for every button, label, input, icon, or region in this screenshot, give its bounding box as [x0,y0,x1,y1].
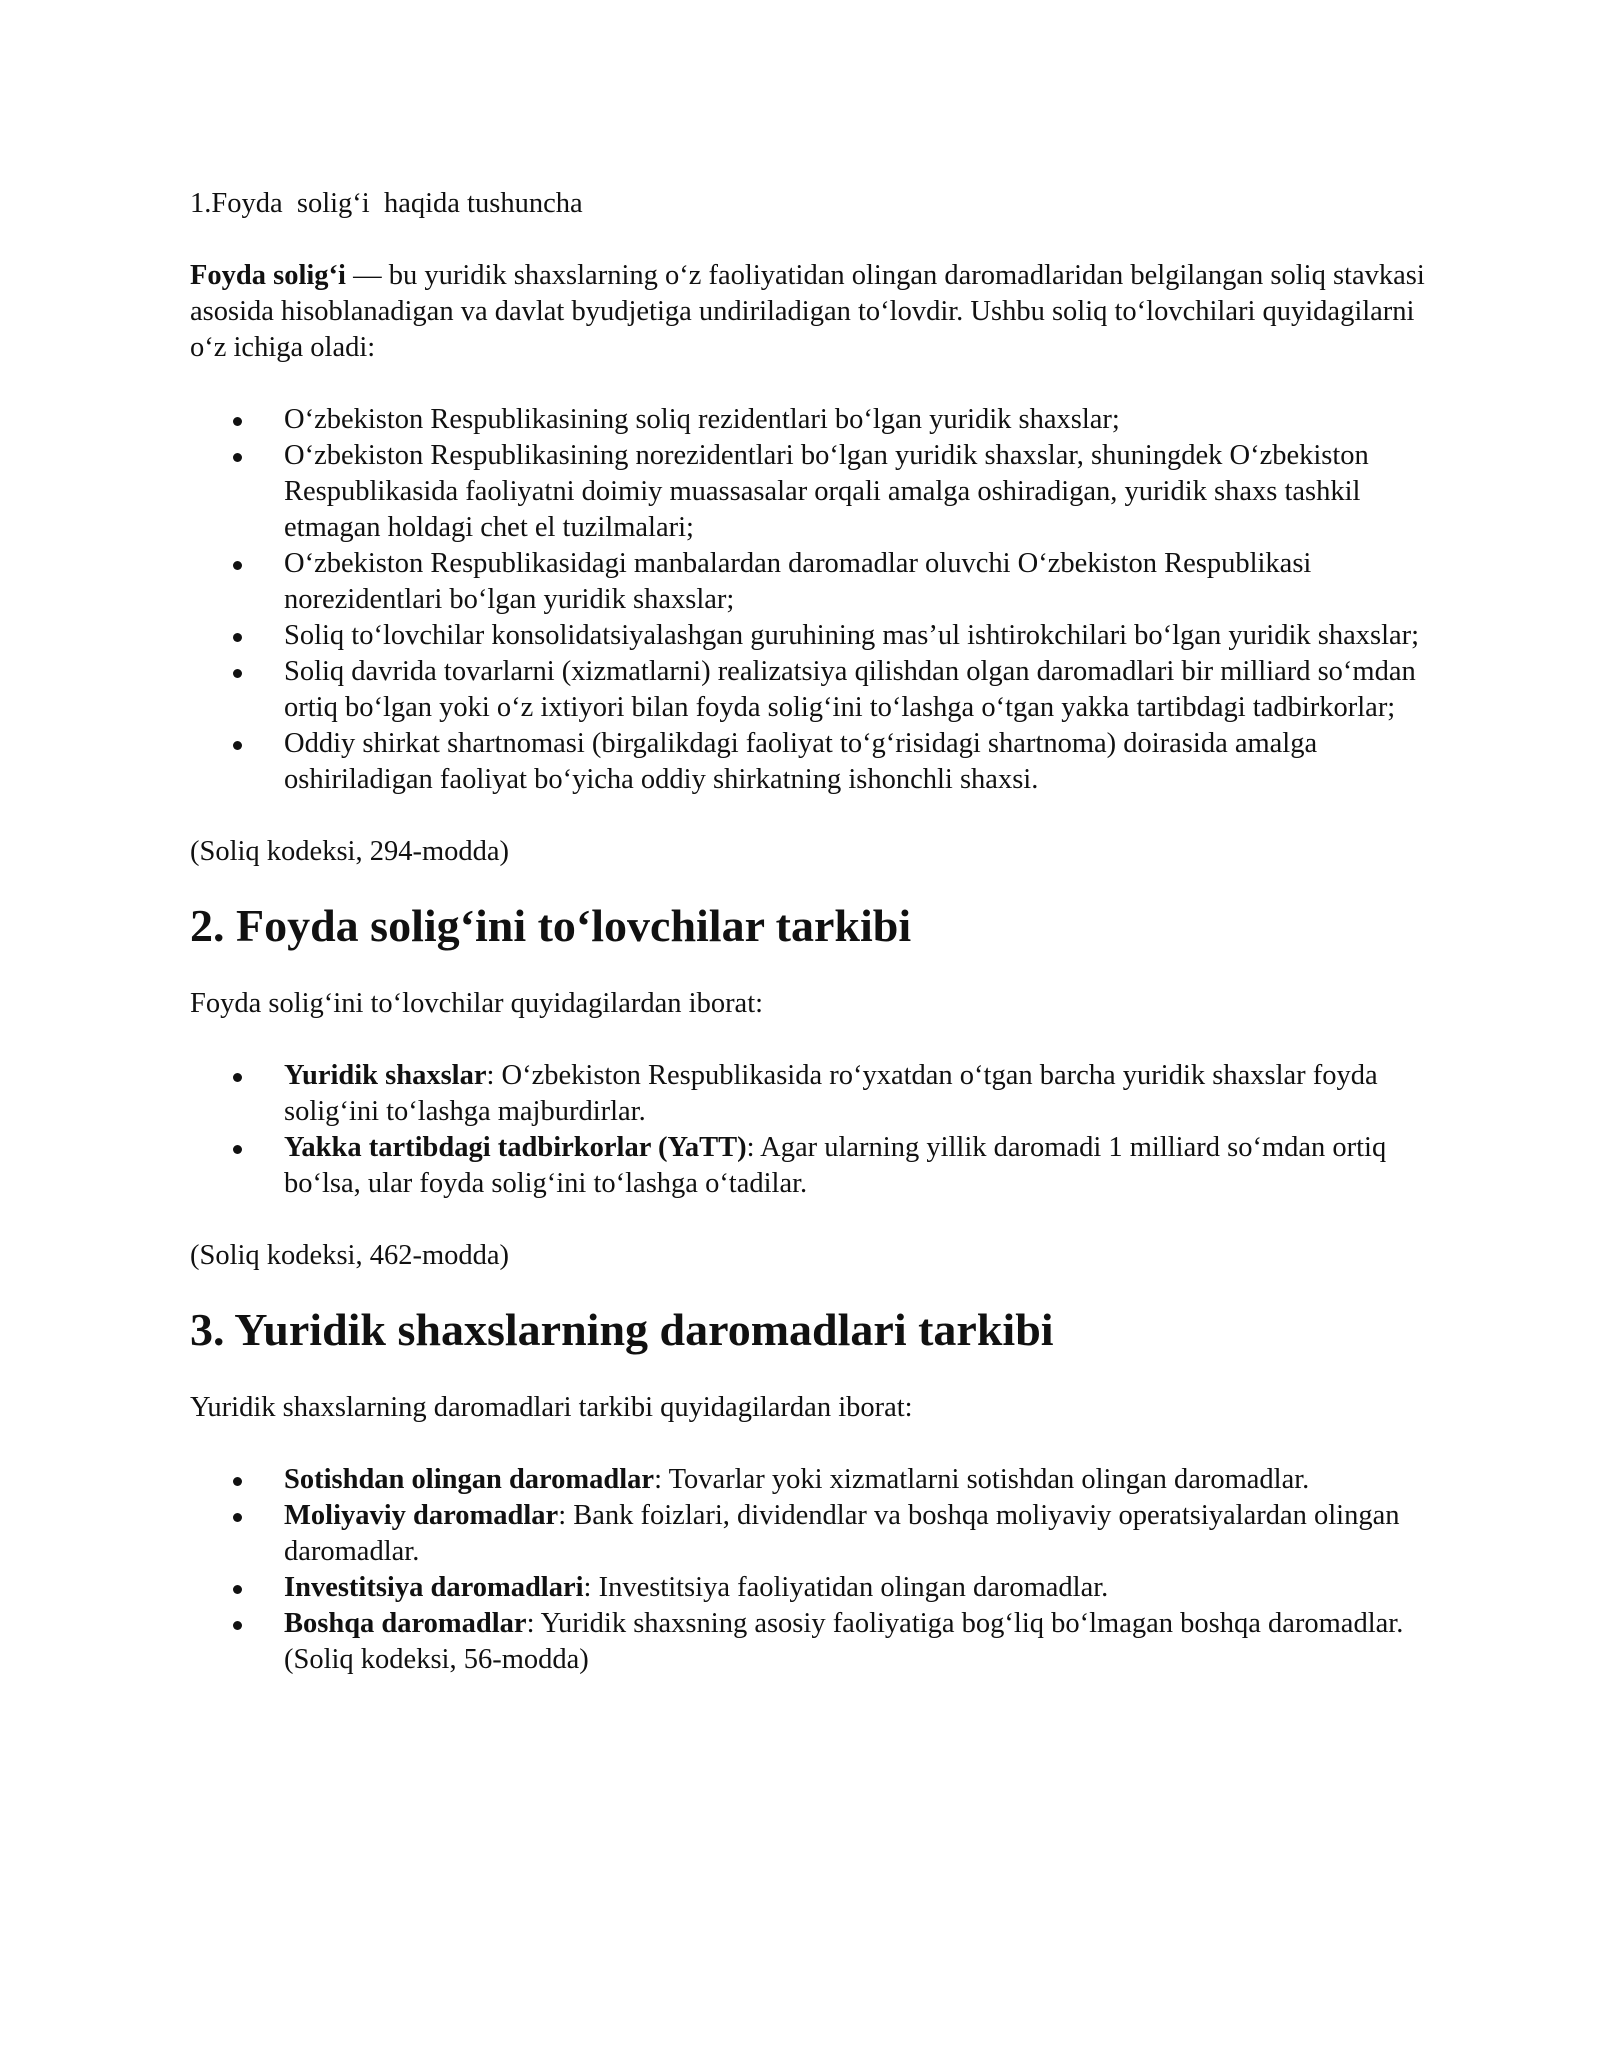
taxpayers-list [190,402,1440,798]
bullet-icon [233,1145,242,1154]
section-2-citation: (Soliq kodeksi, 462-modda) [190,1240,510,1271]
list-item: Sotishdan olingan daromadlar: Tovarlar yoki xizmatlarni sotishdan olingan daromadlar. [190,1462,1440,1498]
income-composition-list [190,1462,1440,1678]
bullet-icon [233,1585,242,1594]
list-item: O‘zbekiston Respublikasining norezidentlari bo‘lgan yuridik shaxslar, shuningdek O‘zbekiston Respublikasida faoliyatni doimiy muassasalar orqali amalga oshiradigan, yuridik shaxs tashkil etmagan holdagi chet el tuzilmalari; [190,438,1440,546]
section-3-lead: Yuridik shaxslarning daromadlari tarkibi quyidagilardan iborat: [190,1392,913,1423]
bullet-icon [233,741,242,750]
bullet-icon [233,561,242,570]
bullet-icon [233,1513,242,1522]
list-item: O‘zbekiston Respublikasidagi manbalardan daromadlar oluvchi O‘zbekiston Respublikasi norezidentlari bo‘lgan yuridik shaxslar; [190,546,1440,618]
bullet-icon [233,669,242,678]
list-item: Yuridik shaxslar: O‘zbekiston Respublikasida ro‘yxatdan o‘tgan barcha yuridik shaxslar foyda solig‘ini to‘lashga majburdirlar. [190,1058,1440,1130]
section-1-citation: (Soliq kodeksi, 294-modda) [190,836,510,867]
bullet-icon [233,633,242,642]
bullet-icon [233,453,242,462]
bullet-icon [233,417,242,426]
list-item: Moliyaviy daromadlar: Bank foizlari, dividendlar va boshqa moliyaviy operatsiyalardan olingan daromadlar. [190,1498,1440,1570]
list-item: Investitsiya daromadlari: Investitsiya faoliyatidan olingan daromadlar. [190,1570,1440,1606]
list-item: Yakka tartibdagi tadbirkorlar (YaTT): Agar ularning yillik daromadi 1 milliard so‘mdan ortiq bo‘lsa, ular foyda solig‘ini to‘lashga o‘tadilar. [190,1130,1440,1202]
section-2-lead: Foyda solig‘ini to‘lovchilar quyidagilardan iborat: [190,988,764,1019]
intro-paragraph [190,258,1440,366]
section-3-heading: 3. Yuridik shaxslarning daromadlari tarkibi [190,1304,1054,1355]
payer-composition-list [190,1058,1440,1202]
document-page [190,186,1440,1714]
intro-text: — bu yuridik shaxslarning o‘z faoliyatidan olingan daromadlaridan belgilangan soliq stavkasi asosida hisoblanadigan va davlat byudjetiga undiriladigan to‘lovdir. Ushbu soliq to‘lovchilari quyidagilarni o‘z ichiga oladi: [190,260,1425,363]
list-item: O‘zbekiston Respublikasining soliq rezidentlari bo‘lgan yuridik shaxslar; [190,402,1440,438]
list-item: Soliq davrida tovarlarni (xizmatlarni) realizatsiya qilishdan olgan daromadlari bir milliard so‘mdan ortiq bo‘lgan yoki o‘z ixtiyori bilan foyda solig‘ini to‘lashga o‘tgan yakka tartibdagi tadbirkorlar; [190,654,1440,726]
list-item: Boshqa daromadlar: Yuridik shaxsning asosiy faoliyatiga bog‘liq bo‘lmagan boshqa daromadlar.(Soliq kodeksi, 56-modda) [190,1606,1440,1678]
list-item: Soliq to‘lovchilar konsolidatsiyalashgan guruhining mas’ul ishtirokchilari bo‘lgan yuridik shaxslar; [190,618,1440,654]
list-item: Oddiy shirkat shartnomasi (birgalikdagi faoliyat to‘g‘risidagi shartnoma) doirasida amalga oshiriladigan faoliyat bo‘yicha oddiy shirkatning ishonchli shaxsi. [190,726,1440,798]
section-1-title: 1.Foyda solig‘i haqida tushuncha [190,188,583,219]
section-2-heading: 2. Foyda solig‘ini to‘lovchilar tarkibi [190,900,912,951]
bullet-icon [233,1477,242,1486]
intro-term: Foyda solig‘i [190,260,346,291]
bullet-icon [233,1621,242,1630]
bullet-icon [233,1073,242,1082]
